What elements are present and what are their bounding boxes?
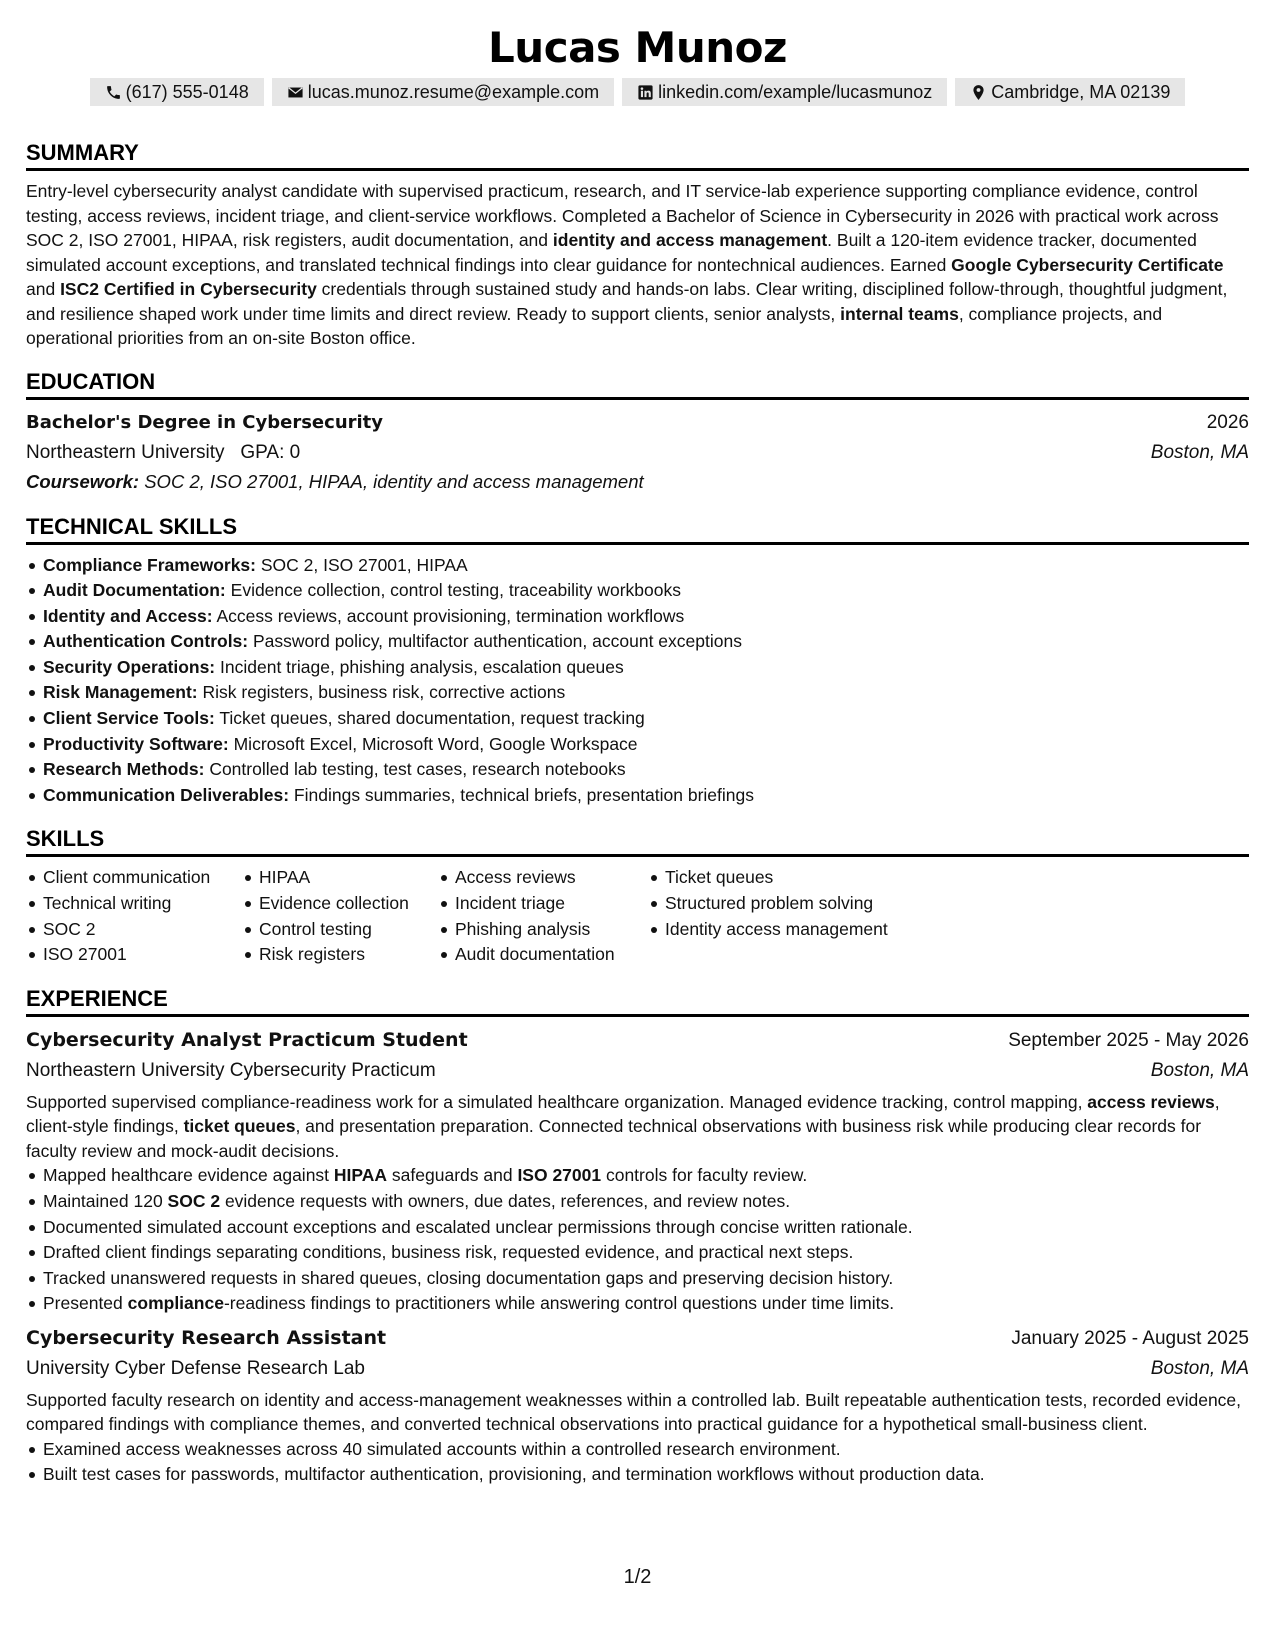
job-organization: Northeastern University Cybersecurity Practicum: [26, 1059, 436, 1081]
summary-heading: SUMMARY: [26, 140, 139, 165]
list-item: Presented compliance-readiness findings to practitioners while answering control questions under time limits.: [26, 1291, 1249, 1317]
list-item: Risk Management: Risk registers, business risk, corrective actions: [26, 680, 1249, 706]
list-item: Security Operations: Incident triage, phishing analysis, escalation queues: [26, 655, 1249, 681]
section-divider: [26, 854, 1249, 857]
technical-skills-section: [26, 514, 1249, 809]
education-row: [26, 408, 1249, 438]
gpa: GPA: 0: [240, 441, 301, 463]
list-item: Identity access management: [648, 917, 948, 943]
degree-title: Bachelor's Degree in Cybersecurity: [26, 411, 384, 433]
linkedin-text: linkedin.com/example/lucasmunoz: [658, 81, 933, 102]
list-item: Technical writing: [26, 891, 242, 917]
job-entry: [26, 1025, 1249, 1317]
list-item: Tracked unanswered requests in shared queues, closing documentation gaps and preserving decision history.: [26, 1266, 1249, 1292]
job-description: Supported supervised compliance-readiness work for a simulated healthcare organization. Managed evidence tracking, control mapping, access reviews, client-style findings, ticket queues, and presentation preparation. Connected technical observations with business risk while producing clear records for faculty review and mock-audit decisions.: [26, 1091, 1220, 1161]
list-item: Drafted client findings separating conditions, business risk, requested evidence, and practical next steps.: [26, 1240, 1249, 1266]
list-item: ISO 27001: [26, 942, 242, 968]
linkedin-icon: [637, 84, 654, 101]
skills-section: [26, 826, 1249, 967]
candidate-name: Lucas Munoz: [488, 23, 787, 72]
list-item: Audit Documentation: Evidence collection, control testing, traceability workbooks: [26, 578, 1249, 604]
resume-page: [26, 22, 1249, 1488]
list-item: Authentication Controls: Password policy, multifactor authentication, account exceptions: [26, 629, 1249, 655]
education-section: [26, 369, 1249, 496]
list-item: Access reviews: [438, 865, 648, 891]
section-divider: [26, 1014, 1249, 1017]
list-item: Research Methods: Controlled lab testing, test cases, research notebooks: [26, 757, 1249, 783]
list-item: Structured problem solving: [648, 891, 948, 917]
list-item: Communication Deliverables: Findings summaries, technical briefs, presentation briefings: [26, 783, 1249, 809]
skills-heading: SKILLS: [26, 826, 105, 852]
list-item: Ticket queues: [648, 865, 948, 891]
map-pin-icon: [970, 84, 987, 101]
list-item: Client communication: [26, 865, 242, 891]
skills-column: [438, 865, 648, 967]
list-item: Maintained 120 SOC 2 evidence requests with owners, due dates, references, and review notes.: [26, 1189, 1249, 1215]
phone-icon: [105, 84, 122, 101]
section-divider: [26, 168, 1249, 171]
job-organization: University Cyber Defense Research Lab: [26, 1357, 365, 1379]
list-item: Built test cases for passwords, multifactor authentication, provisioning, and termination workflows without production data.: [26, 1462, 1249, 1488]
list-item: Productivity Software: Microsoft Excel, Microsoft Word, Google Workspace: [26, 732, 1249, 758]
summary-section: [26, 140, 1249, 351]
skills-column: [26, 865, 242, 967]
list-item: Identity and Access: Access reviews, account provisioning, termination workflows: [26, 604, 1249, 630]
location-text: Cambridge, MA 02139: [991, 81, 1171, 102]
job-dates: January 2025 - August 2025: [1011, 1327, 1249, 1349]
school-row: [26, 438, 1249, 468]
skills-column: [242, 865, 438, 967]
skills-column: [648, 865, 948, 967]
job-location: Boston, MA: [1150, 1357, 1249, 1379]
contact-location[interactable]: [955, 78, 1185, 106]
contact-phone[interactable]: [90, 78, 264, 106]
list-item: Compliance Frameworks: SOC 2, ISO 27001, HIPAA: [26, 553, 1249, 579]
list-item: Examined access weaknesses across 40 simulated accounts within a controlled research environment.: [26, 1437, 1249, 1463]
job-title: Cybersecurity Research Assistant: [26, 1326, 387, 1349]
school-name: Northeastern University GPA: 0: [26, 441, 301, 463]
contact-linkedin[interactable]: [622, 78, 947, 106]
section-divider: [26, 542, 1249, 545]
school-location: Boston, MA: [1150, 441, 1249, 463]
experience-heading: EXPERIENCE: [26, 985, 168, 1011]
job-title: Cybersecurity Analyst Practicum Student: [26, 1028, 468, 1051]
phone-text: (617) 555-0148: [125, 81, 249, 102]
list-item: HIPAA: [242, 865, 438, 891]
education-heading: EDUCATION: [26, 368, 156, 394]
email-text: lucas.munoz.resume@example.com: [307, 81, 600, 102]
list-item: Phishing analysis: [438, 917, 648, 943]
section-divider: [26, 397, 1249, 400]
job-bullets: [26, 1437, 1249, 1488]
job-description: Supported faculty research on identity and access-management weaknesses within a controlled lab. Built repeatable authentication tests, recorded evidence, compared findings with compliance themes, and converted technical observations into practical guidance for a hypothetical small-business client.: [26, 1389, 1242, 1435]
list-item: Control testing: [242, 917, 438, 943]
page-number: 1/2: [623, 1566, 652, 1588]
job-dates: September 2025 - May 2026: [1008, 1029, 1249, 1051]
technical-skills-heading: TECHNICAL SKILLS: [26, 513, 238, 539]
experience-section: [26, 986, 1249, 1488]
contact-bar: [26, 78, 1249, 106]
job-entry: [26, 1323, 1249, 1488]
summary-text: Entry-level cybersecurity analyst candidate with supervised practicum, research, and IT service-lab experience supporting compliance evidence, control testing, access reviews, incident triage, and client-service workflows. Completed a Bachelor of Science in Cybersecurity in 2026 with practical work across SOC 2, ISO 27001, HIPAA, risk registers, audit documentation, and identity and access management. Built a 120-item evidence tracker, documented simulated account exceptions, and translated technical findings into clear guidance for nontechnical audiences. Earned Google Cybersecurity Certificate and ISC2 Certified in Cybersecurity credentials through sustained study and hands-on labs. Clear writing, disciplined follow-through, thoughtful judgment, and resilience shaped work under time limits and direct review. Ready to support clients, senior analysts, internal teams, compliance projects, and operational priorities from an on-site Boston office.: [26, 181, 1228, 348]
list-item: Incident triage: [438, 891, 648, 917]
list-item: Mapped healthcare evidence against HIPAA safeguards and ISO 27001 controls for faculty review.: [26, 1163, 1249, 1189]
skills-grid: [26, 865, 1249, 967]
job-bullets: [26, 1163, 1249, 1317]
list-item: Audit documentation: [438, 942, 648, 968]
technical-skills-list: [26, 553, 1249, 809]
list-item: Documented simulated account exceptions and escalated unclear permissions through concise written rationale.: [26, 1215, 1249, 1241]
coursework: Coursework: SOC 2, ISO 27001, HIPAA, identity and access management: [26, 470, 644, 492]
graduation-year: 2026: [1206, 411, 1249, 433]
list-item: Evidence collection: [242, 891, 438, 917]
list-item: Client Service Tools: Ticket queues, shared documentation, request tracking: [26, 706, 1249, 732]
list-item: Risk registers: [242, 942, 438, 968]
list-item: SOC 2: [26, 917, 242, 943]
job-location: Boston, MA: [1150, 1059, 1249, 1081]
contact-email[interactable]: [272, 78, 614, 106]
envelope-icon: [287, 84, 304, 101]
